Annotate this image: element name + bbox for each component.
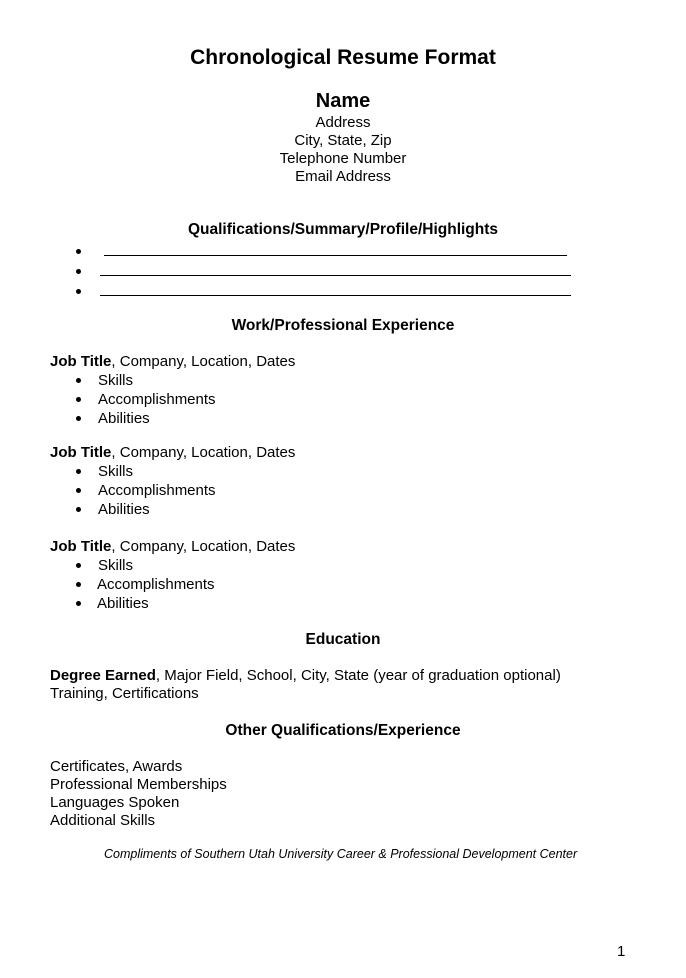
job-bullet-text: Skills: [98, 372, 134, 389]
education-heading: Education: [305, 631, 381, 648]
other-heading: Other Qualifications/Experience: [225, 722, 461, 739]
job-bullet-item: [72, 390, 372, 410]
footer-credit: Compliments of Southern Utah University Career & Professional Development Center: [104, 847, 578, 861]
job-bullet-text: Abilities: [98, 501, 150, 518]
job-bullet-text: Skills: [98, 557, 134, 574]
job-entry-line: [50, 538, 295, 556]
job-bullet-text: Accomplishments: [98, 482, 216, 499]
fill-in-line: [100, 295, 571, 296]
job-bullet-item: [72, 500, 372, 520]
qualification-blank-item: [72, 262, 592, 282]
bullet-icon: [76, 582, 81, 587]
degree-details: , Major Field, School, City, State (year of graduation optional): [155, 667, 561, 684]
job-bullet-item: [72, 556, 372, 576]
education-training: Training, Certifications: [50, 685, 199, 702]
job-bullet-item: [72, 409, 372, 429]
other-item: Professional Memberships: [50, 776, 227, 793]
job-title: Job Title: [50, 353, 112, 370]
bullet-icon: [76, 488, 81, 493]
bullet-icon: [76, 269, 81, 274]
job-details: , Company, Location, Dates: [111, 538, 296, 555]
fill-in-line: [100, 275, 571, 276]
bullet-icon: [76, 249, 81, 254]
page-number: 1: [617, 943, 626, 960]
job-entry-line: [50, 444, 295, 462]
contact-email: Email Address: [295, 168, 391, 185]
other-item: Certificates, Awards: [50, 758, 183, 775]
fill-in-line: [104, 255, 567, 256]
job-bullet-item: [72, 575, 372, 595]
job-bullet-text: Accomplishments: [98, 391, 216, 408]
qualification-blank-item: [72, 242, 592, 262]
job-title: Job Title: [50, 538, 112, 555]
job-title: Job Title: [50, 444, 112, 461]
bullet-icon: [76, 378, 81, 383]
qualifications-heading: Qualifications/Summary/Profile/Highlights: [187, 221, 499, 238]
job-bullet-item: [72, 594, 372, 614]
bullet-icon: [76, 601, 81, 606]
experience-heading: Work/Professional Experience: [231, 317, 455, 334]
job-entry-line: [50, 353, 295, 371]
job-bullet-item: [72, 371, 372, 391]
other-item: Additional Skills: [50, 812, 156, 829]
contact-telephone: Telephone Number: [279, 150, 407, 167]
job-bullet-item: [72, 462, 372, 482]
contact-city-state-zip: City, State, Zip: [294, 132, 392, 149]
job-bullet-text: Abilities: [97, 595, 149, 612]
job-details: , Company, Location, Dates: [111, 353, 296, 370]
job-bullet-text: Abilities: [98, 410, 150, 427]
education-degree-line: [50, 667, 561, 685]
contact-address: Address: [315, 114, 371, 131]
degree-label: Degree Earned: [50, 667, 156, 684]
other-item: Languages Spoken: [50, 794, 180, 811]
job-bullet-item: [72, 481, 372, 501]
contact-name: Name: [315, 90, 371, 112]
document-title: Chronological Resume Format: [190, 46, 496, 69]
bullet-icon: [76, 507, 81, 512]
bullet-icon: [76, 416, 81, 421]
job-bullet-text: Accomplishments: [97, 576, 215, 593]
job-bullet-text: Skills: [98, 463, 134, 480]
bullet-icon: [76, 289, 81, 294]
bullet-icon: [76, 397, 81, 402]
qualification-blank-item: [72, 282, 592, 302]
bullet-icon: [76, 469, 81, 474]
bullet-icon: [76, 563, 81, 568]
job-details: , Company, Location, Dates: [111, 444, 296, 461]
